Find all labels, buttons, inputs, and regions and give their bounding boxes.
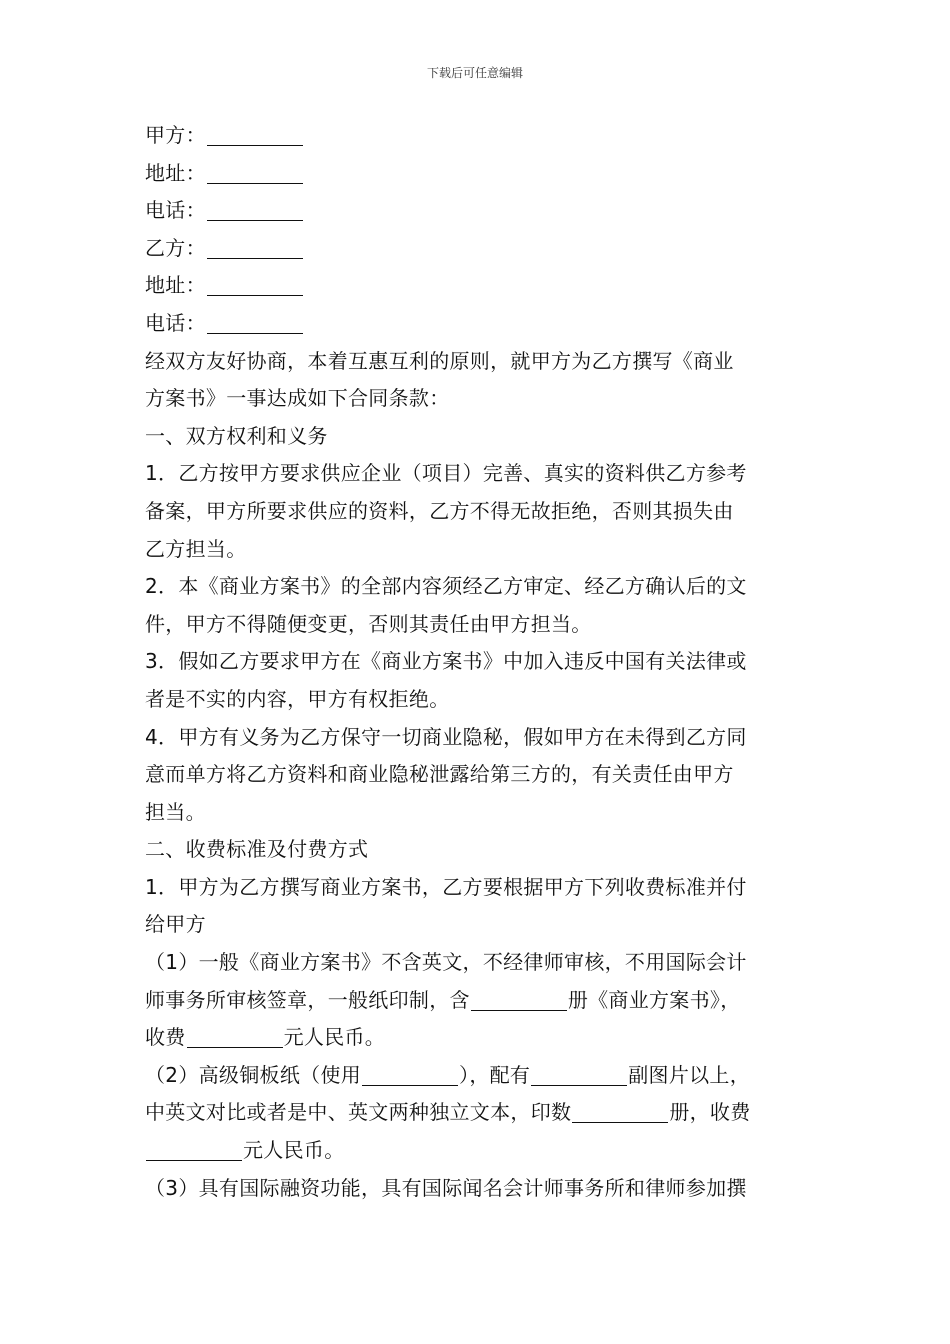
- fee-amount-blank: [146, 1138, 242, 1161]
- clause-line: 担当。: [145, 799, 206, 824]
- print-copies-blank: [572, 1100, 668, 1123]
- copies-blank: [471, 988, 567, 1011]
- fee-item-line: [145, 944, 810, 982]
- fee-amount-blank: [187, 1025, 283, 1048]
- party-b-address-row: [145, 267, 810, 305]
- clause-line: 给甲方: [145, 912, 206, 937]
- section-heading-1: 一、双方权利和义务: [145, 423, 328, 448]
- party-b-label: 乙方：: [145, 235, 206, 260]
- fee-text: （3）具有国际融资功能，具有国际闻名会计师事务所和律师参加撰: [145, 1175, 747, 1200]
- clause-line: 4．甲方有义务为乙方保守一切商业隐秘，假如甲方在未得到乙方同: [145, 724, 747, 749]
- party-b-phone-label: 电话：: [145, 310, 206, 335]
- fee-text: 册《商业方案书》，: [567, 987, 741, 1012]
- party-b-phone-row: [145, 305, 810, 343]
- fee-item-line: [145, 982, 810, 1020]
- fee-text: 中英文对比或者是中、英文两种独立文本，印数: [145, 1100, 572, 1125]
- clause-line: 2．本《商业方案书》的全部内容须经乙方审定、经乙方确认后的文: [145, 574, 747, 599]
- clause-line: 者是不实的内容，甲方有权拒绝。: [145, 686, 450, 711]
- fee-item-line: [145, 1019, 810, 1057]
- fee-text: 副图片以上，: [628, 1062, 751, 1087]
- party-b-blank: [207, 236, 303, 259]
- clause-line: 备案，甲方所要求供应的资料，乙方不得无故拒绝，否则其损失由: [145, 498, 734, 523]
- fee-text: （2）高级铜板纸（使用: [145, 1062, 362, 1087]
- clause-line: 意而单方将乙方资料和商业隐秘泄露给第三方的，有关责任由甲方: [145, 762, 734, 787]
- fee-text: ），配有: [459, 1062, 531, 1087]
- party-b-phone-blank: [207, 311, 303, 334]
- clause-line: 1．乙方按甲方要求供应企业（项目）完善、真实的资料供乙方参考: [145, 461, 747, 486]
- clause-line: 1．甲方为乙方撰写商业方案书，乙方要根据甲方下列收费标准并付: [145, 874, 747, 899]
- clause-line: 件，甲方不得随便变更，否则其责任由甲方担当。: [145, 611, 592, 636]
- paper-blank: [362, 1063, 458, 1086]
- fee-item-line: [145, 1094, 810, 1132]
- party-a-address-row: [145, 155, 810, 193]
- clause-line: 乙方担当。: [145, 536, 247, 561]
- fee-text: 元人民币。: [243, 1138, 345, 1163]
- document-body: [145, 117, 810, 1207]
- fee-text: 元人民币。: [283, 1025, 386, 1050]
- party-a-label: 甲方：: [145, 123, 206, 147]
- fee-item-line: [145, 1170, 810, 1208]
- party-a-blank: [207, 123, 303, 146]
- clause-line: 3．假如乙方要求甲方在《商业方案书》中加入违反中国有关法律或: [145, 649, 747, 674]
- party-b-address-label: 地址：: [145, 273, 206, 298]
- fee-text: 收费: [145, 1025, 186, 1050]
- fee-item-line: [145, 1132, 810, 1170]
- party-a-phone-label: 电话：: [145, 198, 206, 223]
- party-b-row: [145, 230, 810, 268]
- page-header: 下载后可任意编辑: [426, 66, 523, 80]
- party-a-row: [145, 117, 810, 155]
- section-heading-2: 二、收费标准及付费方式: [145, 837, 369, 862]
- fee-item-line: [145, 1057, 810, 1095]
- fee-text: （1）一般《商业方案书》不含英文，不经律师审核，不用国际会计: [145, 950, 747, 975]
- party-b-address-blank: [207, 273, 303, 296]
- intro-line: 方案书》一事达成如下合同条款：: [145, 386, 450, 411]
- fee-text: 册，收费: [669, 1100, 751, 1125]
- intro-line: 经双方友好协商，本着互惠互利的原则，就甲方为乙方撰写《商业: [145, 348, 734, 373]
- party-a-address-blank: [207, 161, 303, 184]
- party-a-phone-blank: [207, 198, 303, 221]
- images-blank: [531, 1063, 627, 1086]
- fee-text: 师事务所审核签章，一般纸印制，含: [145, 987, 470, 1012]
- party-a-address-label: 地址：: [145, 160, 206, 185]
- party-a-phone-row: [145, 192, 810, 230]
